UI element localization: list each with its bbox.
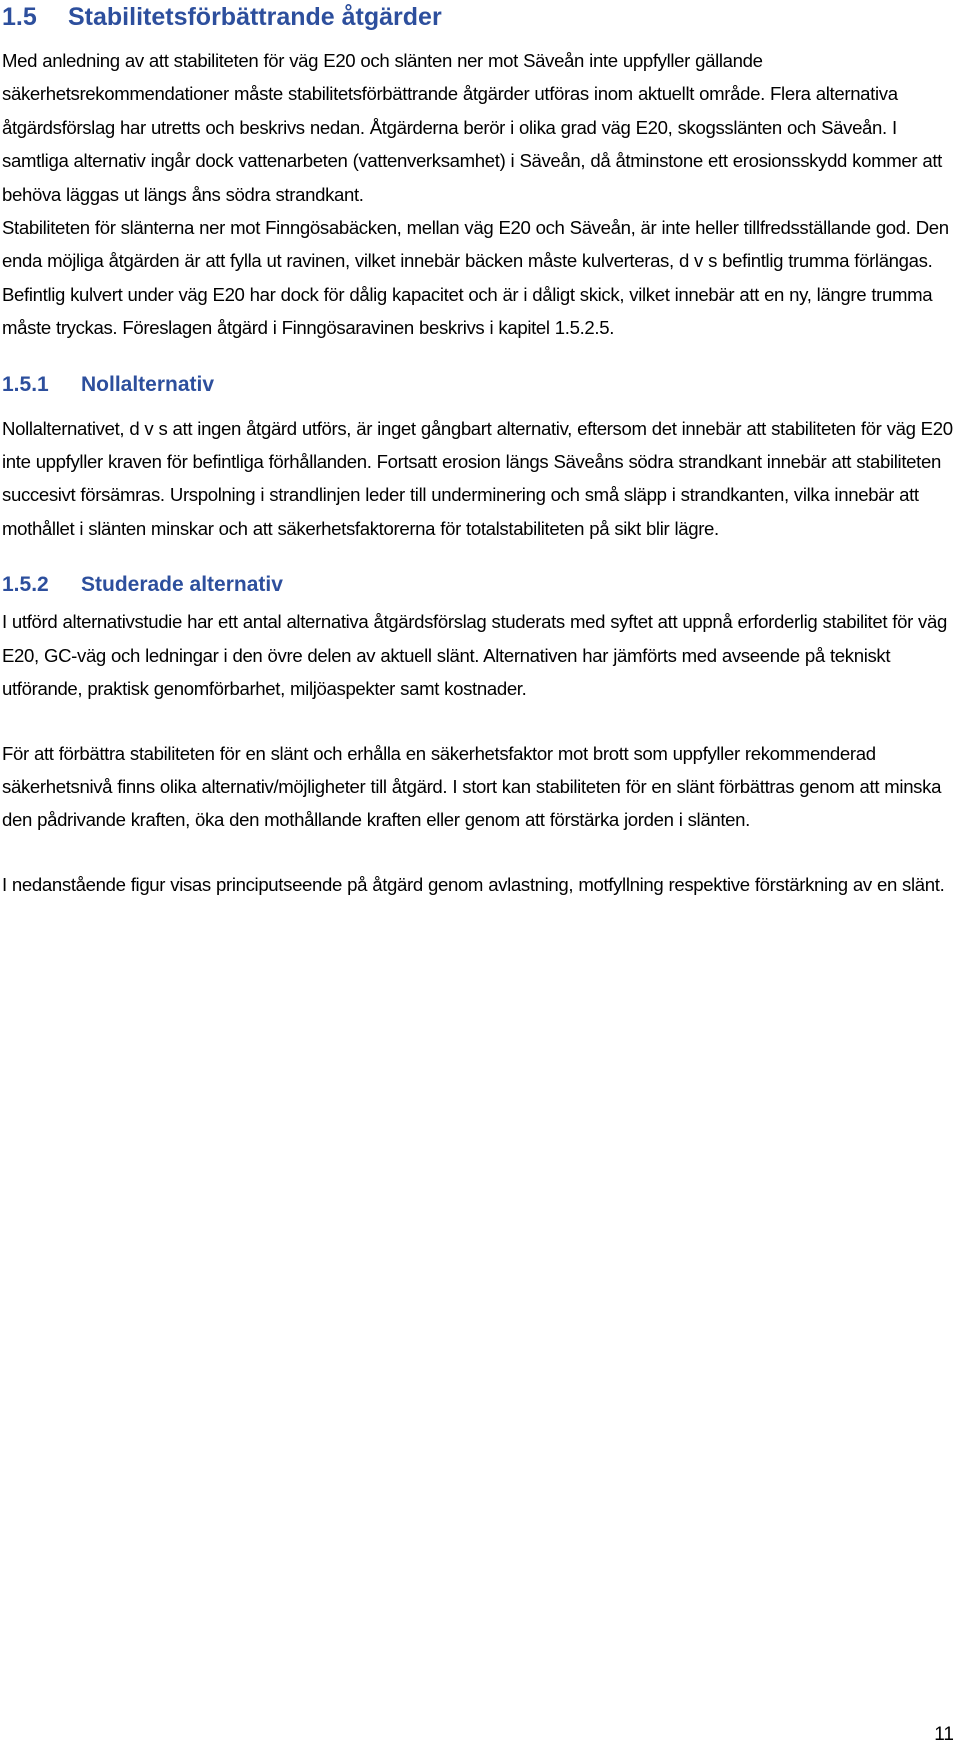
studerade-paragraph: I utförd alternativstudie har ett antal alternativa åtgärdsförslag studerats med syftet att uppnå erforderlig stabilitet för väg E20, GC-väg och ledningar i den övre delen av aktuell slänt. Alternativen har jämförts med avseende på tekniskt utförande, praktisk genomförbarhet, miljöaspekter samt kostnader. bbox=[2, 611, 947, 700]
intro-paragraph: Med anledning av att stabiliteten för väg E20 och slänten ner mot Säveån inte uppfyller gällande säkerhetsrekommendationer måste stabilitetsförbättrande åtgärder utföras inom aktuellt område. Flera alternativa åtgärdsförslag har utretts och beskrivs nedan. Åtgärderna berör i olika grad väg E20, skogsslänten och Säveån. I samtliga alternativ ingår dock vattenarbeten (vattenverksamhet) i Säveån, då åtminstone ett erosionsskydd kommer att behöva läggas ut längs åns södra strandkant. bbox=[2, 50, 942, 205]
section-number: 1.5 bbox=[2, 3, 37, 31]
subsection-number: 1.5.2 bbox=[2, 573, 49, 597]
nollalternativ-paragraph: Nollalternativet, d v s att ingen åtgärd utförs, är inget gångbart alternativ, eftersom det innebär att stabiliteten för väg E20 inte uppfyller kraven för befintliga förhållanden. Fortsatt erosion längs Säveåns södra strandkant innebär att stabiliteten succesivt försämras. Urspolning i strandlinjen leder till underminering och små släpp i strandkanten, vilka innebär att mothållet i slänten minskar och att säkerhetsfaktorerna för totalstabiliteten på sikt blir lägre. bbox=[2, 417, 953, 539]
section-heading bbox=[2, 0, 956, 38]
subsection-title: Nollalternativ bbox=[81, 372, 215, 396]
subsection-heading-studerade bbox=[2, 570, 956, 600]
stability-paragraph: Stabiliteten för slänterna ner mot Finngösabäcken, mellan väg E20 och Säveån, är inte heller tillfredsställande god. Den enda möjliga åtgärden är att fylla ut ravinen, vilket innebär bäcken måste kulverteras, d v s befintlig trumma förlängas. Befintlig kulvert under väg E20 har dock för dålig kapacitet och är i dåligt skick, vilket innebär att en ny, längre trumma måste tryckas. Föreslagen åtgärd i Finngösaravinen beskrivs i kapitel 1.5.2.5. bbox=[2, 217, 949, 339]
section-title: Stabilitetsförbättrande åtgärder bbox=[68, 3, 442, 31]
subsection-heading-nollalternativ bbox=[2, 370, 956, 400]
subsection-title: Studerade alternativ bbox=[81, 573, 283, 597]
subsection-number: 1.5.1 bbox=[2, 372, 49, 396]
figur-paragraph: I nedanstående figur visas principutseende på åtgärd genom avlastning, motfyllning respektive förstärkning av en slänt. bbox=[2, 873, 945, 895]
forbattra-paragraph: För att förbättra stabiliteten för en slänt och erhålla en säkerhetsfaktor mot brott som uppfyller rekommenderad säkerhetsnivå finns olika alternativ/möjligheter till åtgärd. I stort kan stabiliteten för en slänt förbättras genom att minska den pådrivande kraften, öka den mothållande kraften eller genom att förstärka jorden i slänten. bbox=[2, 742, 942, 831]
page-number: 11 bbox=[934, 1724, 954, 1745]
